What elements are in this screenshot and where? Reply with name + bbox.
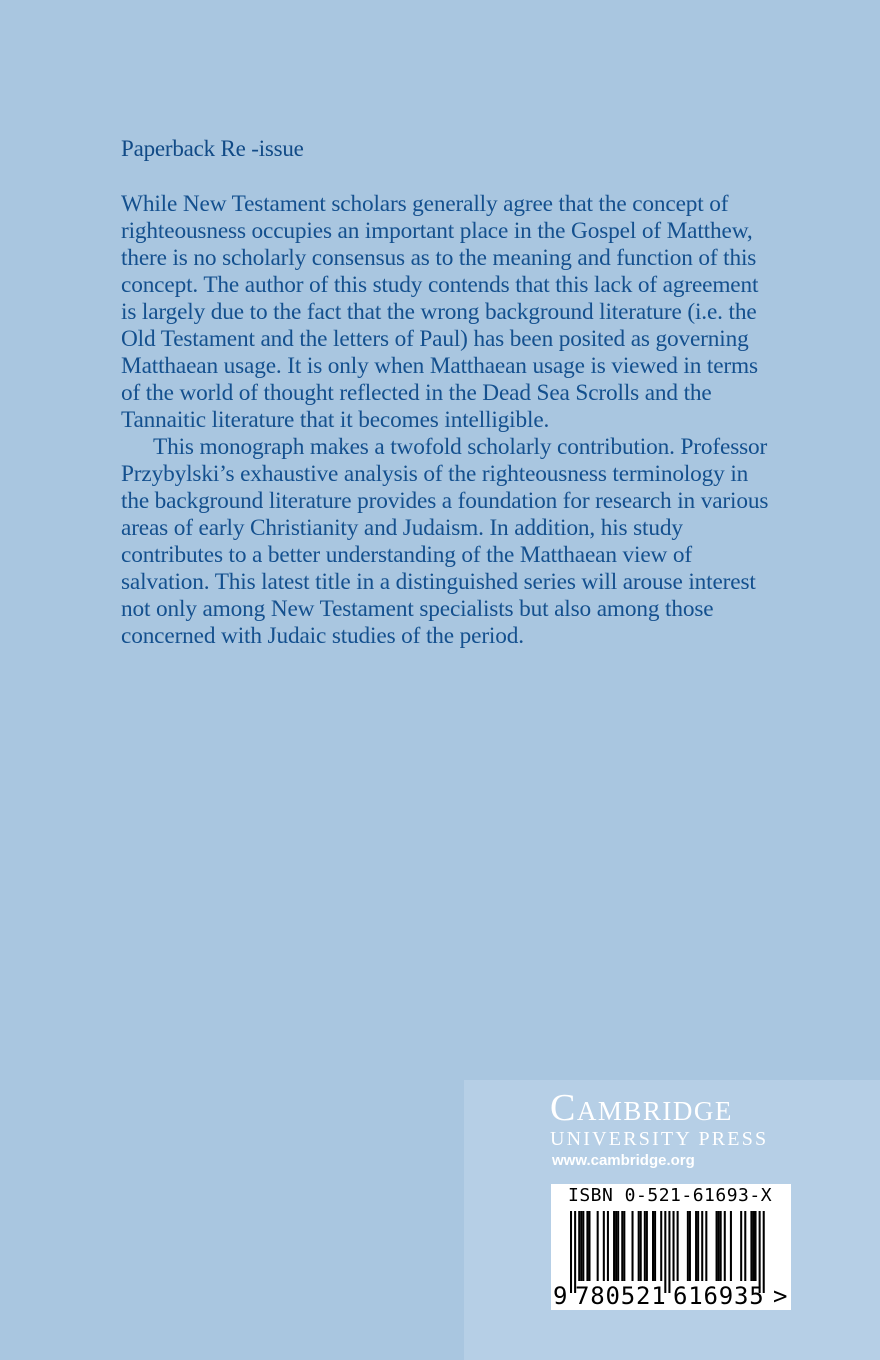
barcode-bar (701, 1211, 703, 1281)
barcode-bar (578, 1211, 580, 1281)
barcode-bar (586, 1211, 588, 1281)
barcode-bar (623, 1211, 625, 1281)
publisher-subtitle: UNIVERSITY PRESS (550, 1128, 769, 1150)
barcode-bar (640, 1211, 642, 1281)
barcode-lead-digit: 9 (553, 1282, 568, 1310)
barcode-bar (720, 1211, 722, 1281)
barcode-bar (677, 1211, 679, 1281)
publisher-name: Cambridge (550, 1087, 733, 1129)
barcode-bar (582, 1211, 584, 1281)
barcode-bar (580, 1211, 582, 1281)
barcode-bar (744, 1211, 746, 1281)
description-paragraph-2: This monograph makes a twofold scholarly contribution. Professor Przybylski’s exhaustive analysis of the righteousness terminology in the background literature provides a foundation for research in various areas of early Christianity and Judaism. In addition, his study contributes to a better understanding of the Matthaean view of salvation. This latest title in a distinguished series will arouse interest not only among New Testament specialists but also among those concerned with Judaic studies of the period. (121, 434, 769, 649)
barcode-bar (697, 1211, 699, 1281)
reissue-heading: Paperback Re -issue (121, 136, 304, 161)
barcode-bar (615, 1211, 617, 1281)
barcode-bar (603, 1211, 605, 1281)
barcode-bar (652, 1211, 654, 1281)
barcode-bar (617, 1211, 619, 1281)
barcode-bar (705, 1211, 707, 1281)
barcode-bar (759, 1211, 761, 1293)
publisher-url: www.cambridge.org (552, 1152, 695, 1169)
barcode-arrow: > (773, 1282, 788, 1310)
barcode-bar (660, 1211, 662, 1281)
barcode-right-group: 616935 (673, 1282, 765, 1310)
barcode-bar (607, 1211, 609, 1281)
barcode-left-group: 780521 (575, 1282, 667, 1310)
barcode-bar (570, 1211, 572, 1293)
barcode-bar (673, 1211, 675, 1281)
isbn-number: ISBN 0-521-61693-X (568, 1185, 773, 1206)
barcode-bar (724, 1211, 726, 1281)
barcode-bar (621, 1211, 623, 1281)
barcode-bar (763, 1211, 765, 1293)
barcode-bar (597, 1211, 599, 1281)
barcode-bar (687, 1211, 689, 1281)
barcode-bar (664, 1211, 666, 1293)
barcode-bar (632, 1211, 634, 1281)
barcode-bar (695, 1211, 697, 1281)
barcode-label (551, 1184, 791, 1310)
barcode-bar (588, 1211, 590, 1281)
barcode-bar (718, 1211, 720, 1281)
barcode-bar (740, 1211, 742, 1281)
barcode-bar (638, 1211, 640, 1281)
barcode-bar (613, 1211, 615, 1281)
barcode-bar (644, 1211, 646, 1281)
barcode-bar (646, 1211, 648, 1281)
barcode-bar (716, 1211, 718, 1281)
barcode-bar (574, 1211, 576, 1293)
barcode-bar (668, 1211, 670, 1293)
barcode-bar (654, 1211, 656, 1281)
barcode-bar (750, 1211, 752, 1281)
barcode-bar (689, 1211, 691, 1281)
description-paragraph-1: While New Testament scholars generally agree that the concept of righteousness occupies an important place in the Gospel of Matthew, there is no scholarly consensus as to the meaning and function of this concept. The author of this study contends that this lack of agreement is largely due to the fact that the wrong background literature (i.e. the Old Testament and the letters of Paul) has been posited as governing Matthaean usage. It is only when Matthaean usage is viewed in terms of the world of thought reflected in the Dead Sea Scrolls and the Tannaitic literature that it becomes intelligible. (121, 191, 759, 433)
barcode-bar (755, 1211, 757, 1281)
back-cover-text (121, 136, 771, 650)
barcode-bar (730, 1211, 732, 1281)
cambridge-logo (550, 1087, 800, 1150)
barcode-bar (752, 1211, 754, 1281)
